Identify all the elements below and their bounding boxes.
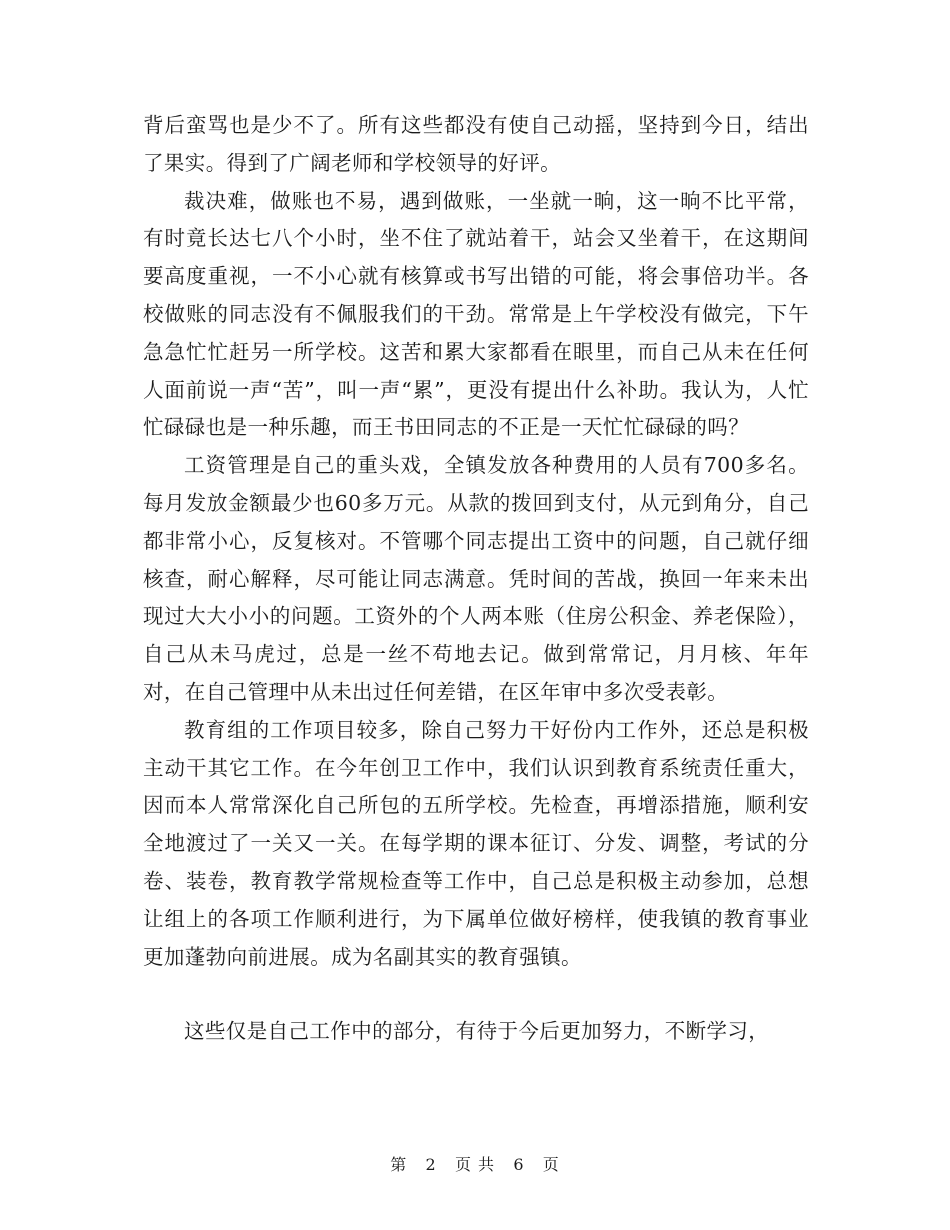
footer-prefix: 第 [390,1155,408,1174]
paragraph-salary-management: 工资管理是自己的重头戏，全镇发放各种费用的人员有700多名。每月发放金额最少也60多万元。从款的拨回到支付，从元到角分，自己都非常小心，反复核对。不管哪个同志提出工资中的问题，自己就仔细核查，耐心解释，尽可能让同志满意。凭时间的苦战，换回一年来未出现过大大小小的问题。工资外的个人两本账（住房公积金、养老保险），自己从未马虎过，总是一丝不苟地去记。做到常常记，月月核、年年对，在自己管理中从未出过任何差错，在区年审中多次受表彰。 [143,453,809,704]
footer-middle: 页 共 [454,1155,496,1174]
paragraph-accounting: 裁决难，做账也不易，遇到做账，一坐就一晌，这一晌不比平常，有时竟长达七八个小时，坐不住了就站着干，站会又坐着干，在这期间要高度重视，一不小心就有核算或书写出错的可能，将会事倍功半。各校做账的同志没有不佩服我们的干劲。常常是上午学校没有做完，下午急急忙忙赶另一所学校。这苦和累大家都看在眼里，而自己从未在任何人面前说一声“苦”，叫一声“累”，更没有提出什么补助。我认为，人忙忙碌碌也是一种乐趣，而王书田同志的不正是一天忙忙碌碌的吗？ [143,188,809,440]
paragraph-education-work: 教育组的工作项目较多，除自己努力干好份内工作外，还总是积极主动干其它工作。在今年创卫工作中，我们认识到教育系统责任重大，因而本人常常深化自己所包的五所学校。先检查，再增添措施，顺利安全地渡过了一关又一关。在每学期的课本征订、分发、调整，考试的分卷、装卷，教育教学常规检查等工作中，自己总是积极主动参加，总想让组上的各项工作顺利进行，为下属单位做好榜样，使我镇的教育事业更加蓬勃向前进展。成为名副其实的教育强镇。 [143,717,809,969]
footer-page-number: 2 [425,1155,437,1174]
footer-total-pages: 6 [513,1155,525,1174]
paragraph-closing: 这些仅是自己工作中的部分，有待于今后更加努力，不断学习， [184,1019,770,1044]
footer-suffix: 页 [542,1155,560,1174]
page-footer [0,1152,950,1175]
body-text [143,107,809,1051]
paragraph-continuation: 背后蛮骂也是少不了。所有这些都没有使自己动摇，坚持到今日，结出了果实。得到了广阔老师和学校领导的好评。 [143,113,809,175]
